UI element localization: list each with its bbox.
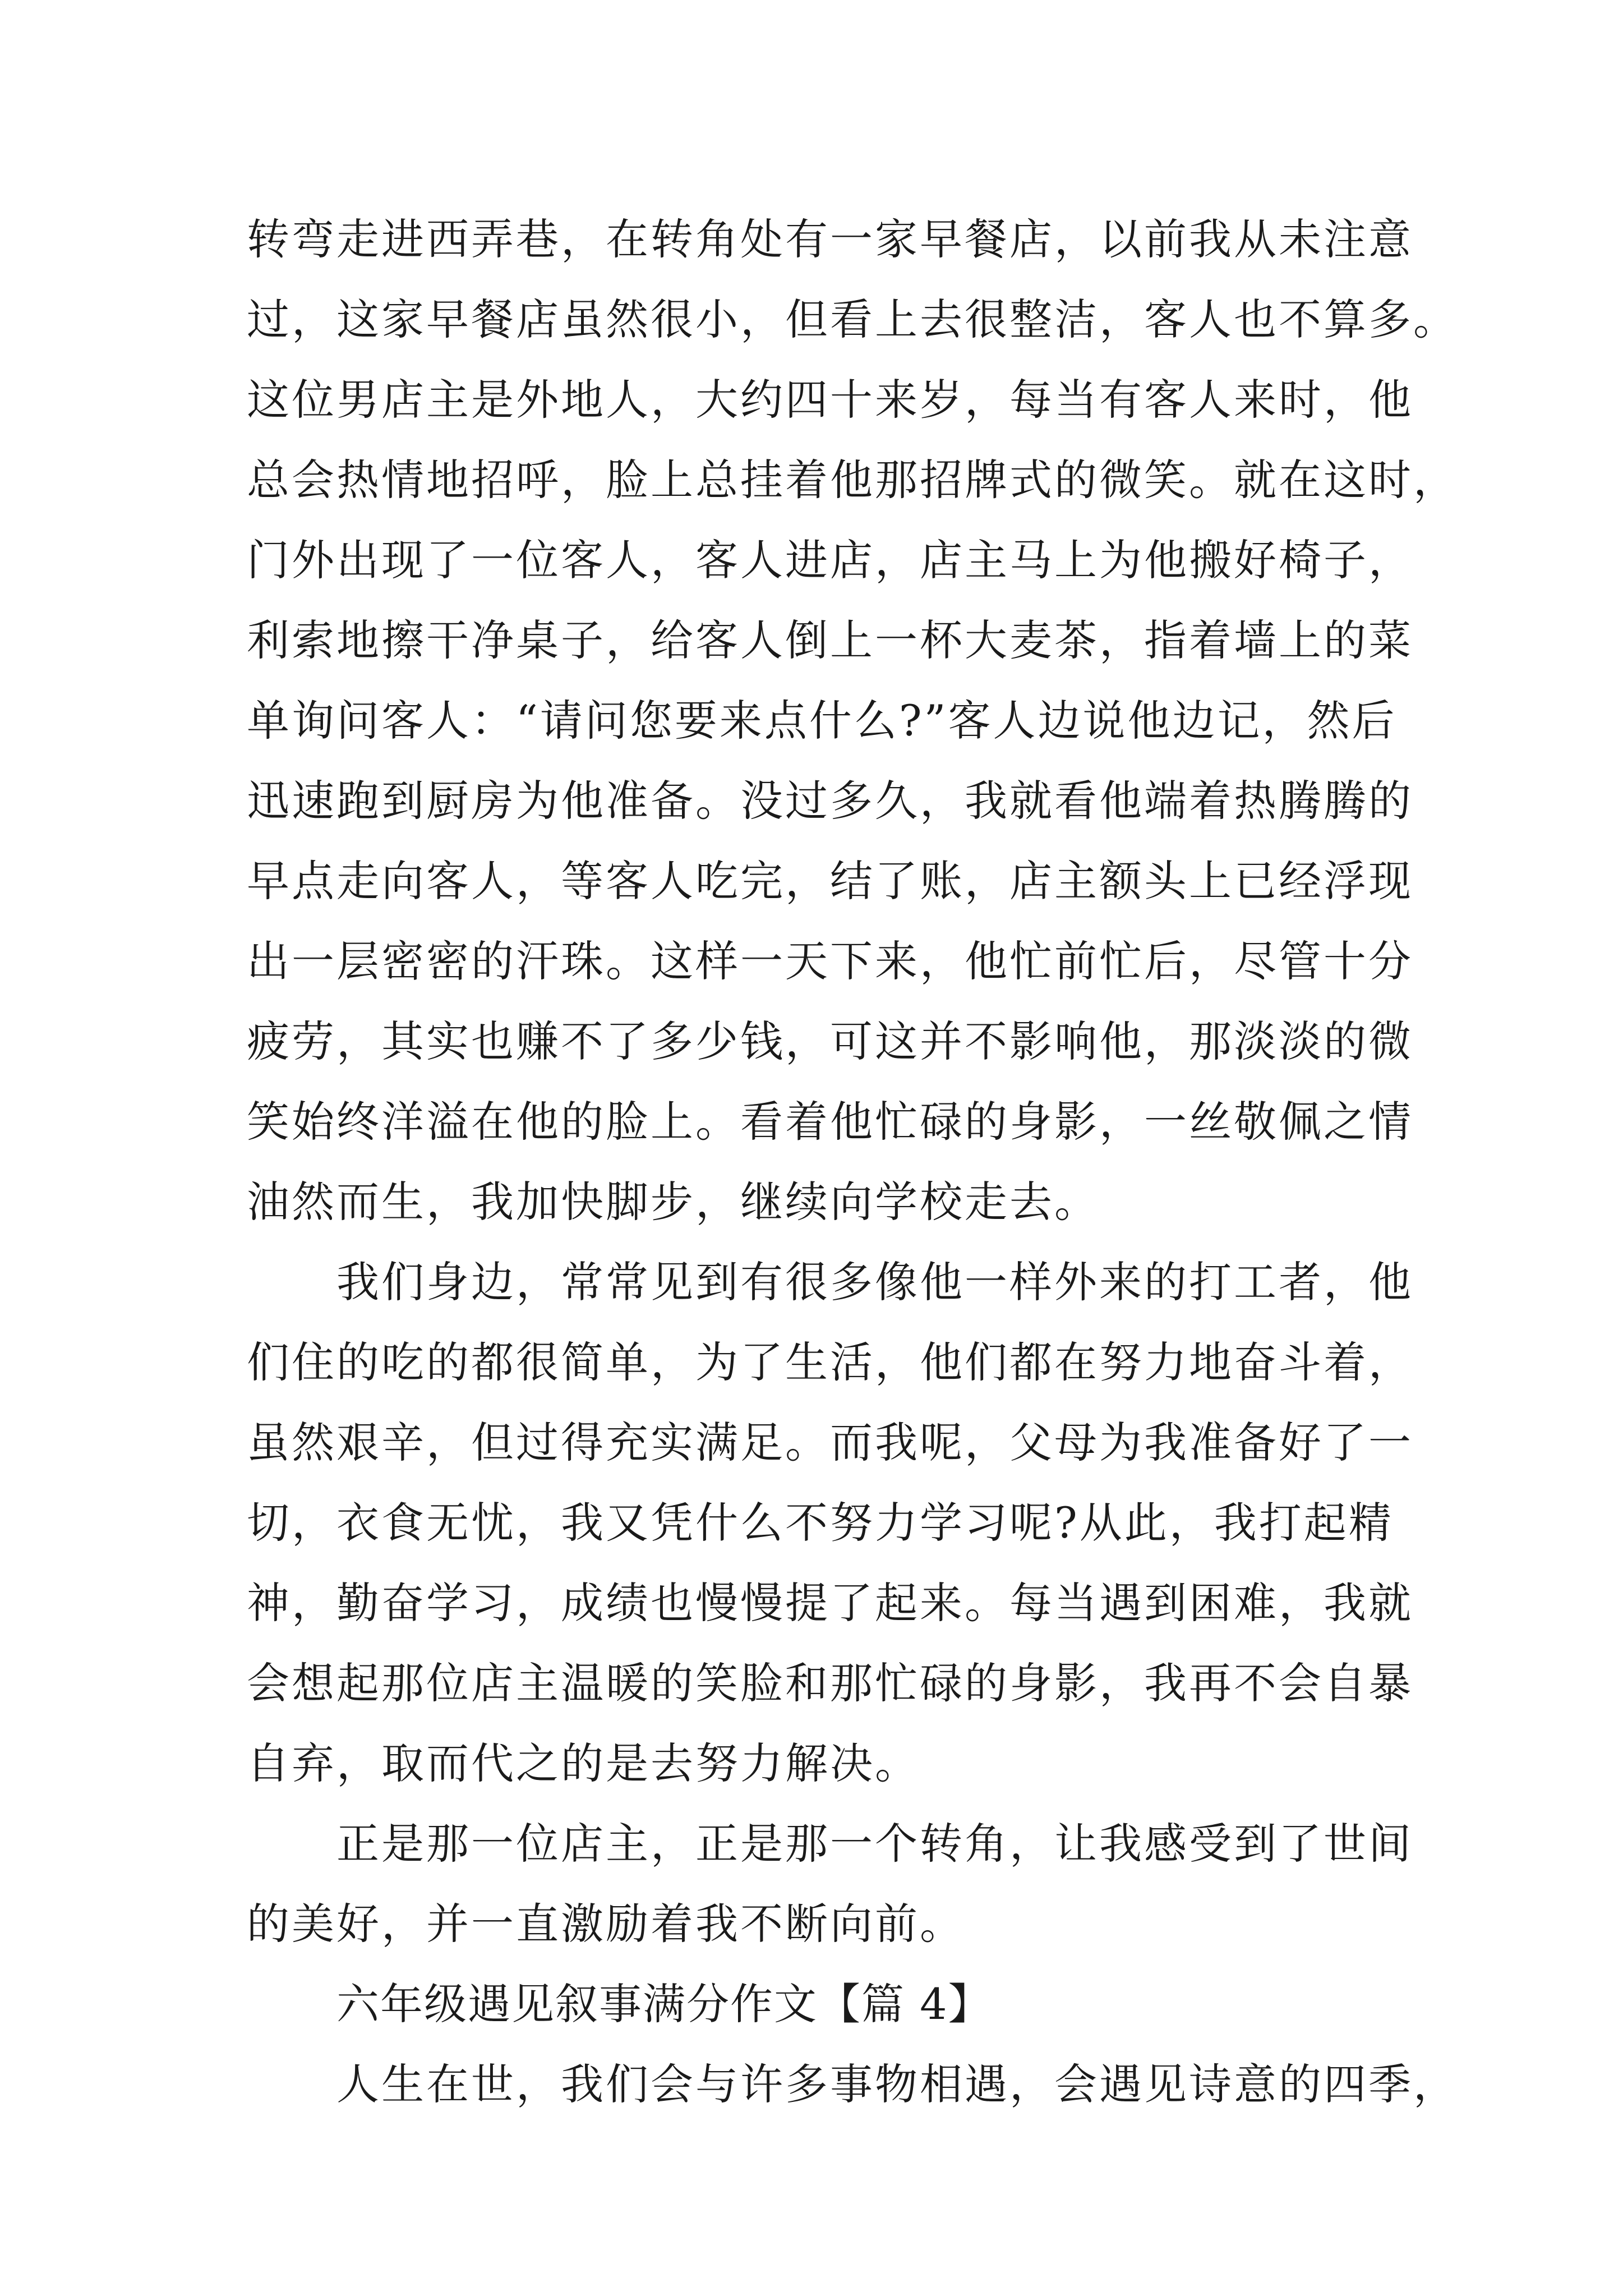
paragraph-2	[247, 1242, 1413, 1803]
text-line: 这位男店主是外地人，大约四十来岁，每当有客人来时，他	[247, 375, 1413, 425]
text-line: 过，这家早餐店虽然很小，但看上去很整洁，客人也不算多。	[247, 295, 1458, 344]
text-line: 早点走向客人，等客人吃完，结了账，店主额头上已经浮现	[247, 856, 1413, 906]
text-line: 们住的吃的都很简单，为了生活，他们都在努力地奋斗着，	[247, 1337, 1413, 1387]
section-heading: 六年级遇见叙事满分作文【篇 4】	[336, 1979, 992, 2029]
text-line: 利索地擦干净桌子，给客人倒上一杯大麦茶，指着墙上的菜	[247, 615, 1413, 665]
text-line: 油然而生，我加快脚步，继续向学校走去。	[247, 1177, 1099, 1227]
text-line: 人生在世，我们会与许多事物相遇，会遇见诗意的四季，	[336, 2059, 1458, 2109]
text-line: 神，勤奋学习，成绩也慢慢提了起来。每当遇到困难，我就	[247, 1578, 1413, 1628]
text-line: 出一层密密的汗珠。这样一天下来，他忙前忙后，尽管十分	[247, 936, 1413, 986]
text-line: 笑始终洋溢在他的脸上。看着他忙碌的身影，一丝敬佩之情	[247, 1097, 1413, 1147]
text-line: 正是那一位店主，正是那一个转角，让我感受到了世间	[336, 1819, 1413, 1869]
text-line: 的美好，并一直激励着我不断向前。	[247, 1899, 965, 1949]
text-line: 自弃，取而代之的是去努力解决。	[247, 1738, 920, 1788]
text-line: 门外出现了一位客人，客人进店，店主马上为他搬好椅子，	[247, 535, 1413, 585]
paragraph-3	[247, 1803, 1413, 1964]
document-body	[247, 199, 1458, 2124]
text-line: 疲劳，其实也赚不了多少钱，可这并不影响他，那淡淡的微	[247, 1016, 1413, 1066]
text-line: 单询问客人：“请问您要来点什么?”客人边说他边记，然后	[247, 696, 1397, 746]
text-line: 切，衣食无忧，我又凭什么不努力学习呢?从此，我打起精	[247, 1498, 1394, 1548]
text-line: 虽然艰辛，但过得充实满足。而我呢，父母为我准备好了一	[247, 1418, 1413, 1467]
paragraph-1	[247, 199, 1458, 1242]
text-line: 总会热情地招呼，脸上总挂着他那招牌式的微笑。就在这时，	[247, 455, 1458, 505]
text-line: 转弯走进西弄巷，在转角处有一家早餐店，以前我从未注意	[247, 214, 1413, 264]
text-line: 迅速跑到厨房为他准备。没过多久，我就看他端着热腾腾的	[247, 776, 1413, 826]
text-line: 我们身边，常常见到有很多像他一样外来的打工者，他	[336, 1257, 1413, 1307]
text-line: 会想起那位店主温暖的笑脸和那忙碌的身影，我再不会自暴	[247, 1658, 1413, 1708]
